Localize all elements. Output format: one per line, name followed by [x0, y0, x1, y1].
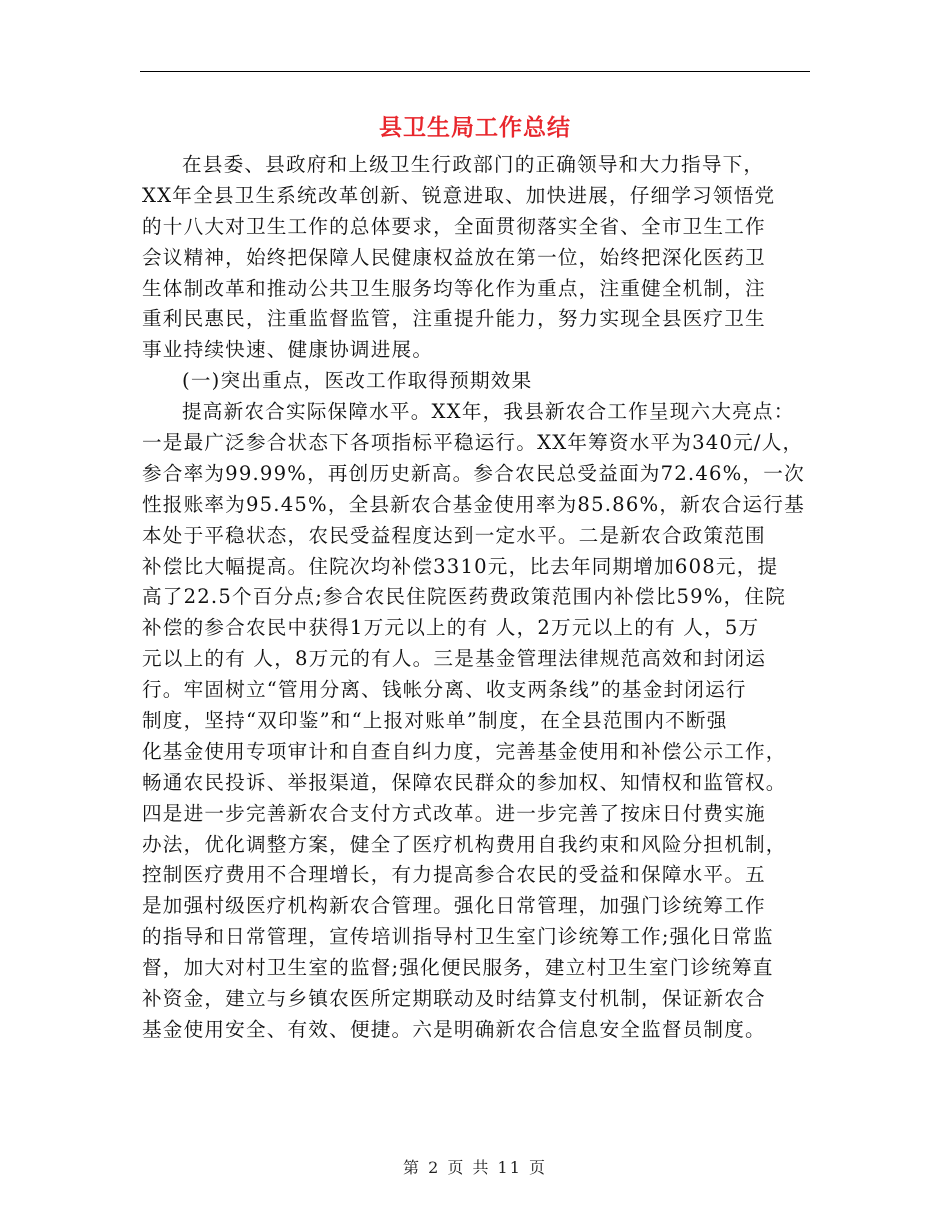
body-line-10: 一是最广泛参合状态下各项指标平稳运行。XX年筹资水平为340元/人，: [142, 431, 804, 455]
body-line-17: 元以上的有 人，8万元的有人。三是基金管理法律规范高效和封闭运: [142, 647, 767, 671]
body-line-12: 性报账率为95.45%，全县新农合基金使用率为85.86%，新农合运行基: [142, 492, 805, 516]
body-line-28: 补资金，建立与乡镇农医所定期联动及时结算支付机制，保证新农合: [142, 987, 766, 1011]
body-line-21: 畅通农民投诉、举报渠道，保障农民群众的参加权、知情权和监管权。: [142, 770, 787, 794]
body-line-26: 的指导和日常管理，宣传培训指导村卫生室门诊统筹工作;强化日常监: [142, 925, 774, 949]
body-line-24: 控制医疗费用不合理增长，有力提高参合农民的受益和保障水平。五: [142, 863, 766, 887]
body-line-5: 生体制改革和推动公共卫生服务均等化作为重点，注重健全机制，注: [142, 276, 766, 300]
body-line-16: 补偿的参合农民中获得1万元以上的有 人，2万元以上的有 人，5万: [142, 616, 760, 640]
body-line-2: XX年全县卫生系统改革创新、锐意进取、加快进展，仔细学习领悟党: [142, 183, 776, 207]
page-footer: 第 2 页 共 11 页: [403, 1158, 547, 1177]
body-line-11: 参合率为99.99%，再创历史新高。参合农民总受益面为72.46%，一次: [142, 461, 805, 485]
body-line-18: 行。牢固树立“管用分离、钱帐分离、收支两条线”的基金封闭运行: [142, 678, 747, 702]
body-line-27: 督，加大对村卫生室的监督;强化便民服务，建立村卫生室门诊统筹直: [142, 956, 774, 980]
body-line-23: 办法，优化调整方案，健全了医疗机构费用自我约束和风险分担机制，: [142, 832, 787, 856]
body-line-25: 是加强村级医疗机构新农合管理。强化日常管理，加强门诊统筹工作: [142, 894, 766, 918]
body-line-13: 本处于平稳状态，农民受益程度达到一定水平。二是新农合政策范围: [142, 523, 766, 547]
body-line-14: 补偿比大幅提高。住院次均补偿3310元，比去年同期增加608元，提: [142, 554, 779, 578]
document-title: 县卫生局工作总结: [379, 115, 571, 141]
body-line-3: 的十八大对卫生工作的总体要求，全面贯彻落实全省、全市卫生工作: [142, 214, 766, 238]
body-line-9: 提高新农合实际保障水平。XX年，我县新农合工作呈现六大亮点：: [182, 400, 795, 424]
body-line-29: 基金使用安全、有效、便捷。六是明确新农合信息安全监督员制度。: [142, 1017, 766, 1041]
body-line-4: 会议精神，始终把保障人民健康权益放在第一位，始终把深化医药卫: [142, 245, 766, 269]
body-line-20: 化基金使用专项审计和自查自纠力度，完善基金使用和补偿公示工作，: [142, 739, 787, 763]
section-heading: (一)突出重点，医改工作取得预期效果: [182, 369, 533, 393]
body-line-15: 高了22.5个百分点;参合农民住院医药费政策范围内补偿比59%，住院: [142, 585, 787, 609]
body-line-7: 事业持续快速、健康协调进展。: [142, 338, 434, 362]
body-line-6: 重利民惠民，注重监督监管，注重提升能力，努力实现全县医疗卫生: [142, 307, 766, 331]
body-line-1: 在县委、县政府和上级卫生行政部门的正确领导和大力指导下，: [182, 153, 765, 176]
body-line-22: 四是进一步完善新农合支付方式改革。进一步完善了按床日付费实施: [142, 801, 766, 825]
body-line-19: 制度，坚持“双印鉴”和“上报对账单”制度，在全县范围内不断强: [142, 709, 728, 733]
document-body: [142, 150, 812, 1046]
header-rule: [140, 71, 810, 72]
